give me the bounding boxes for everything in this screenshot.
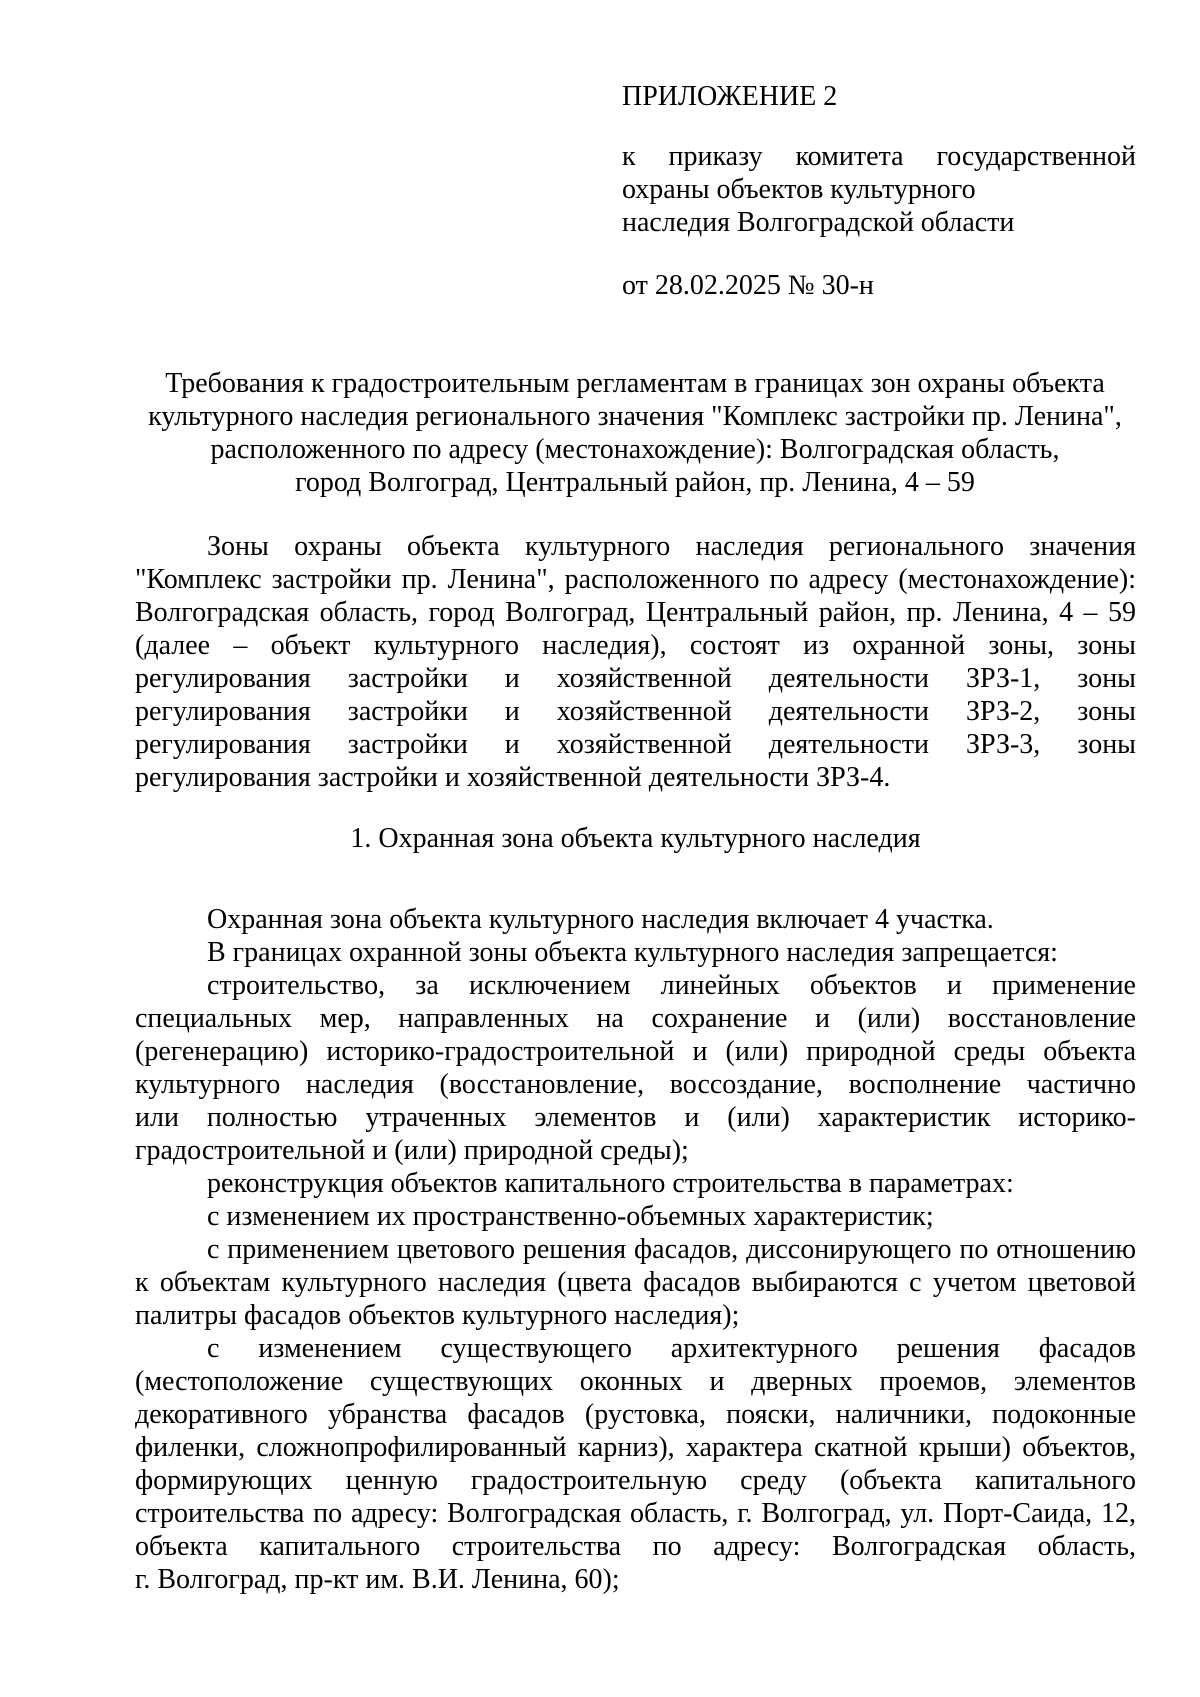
paragraph-line: культурного наследия (восстановление, воссоздание, восполнение частично — [135, 1069, 1136, 1100]
paragraph-line: регулирования застройки и хозяйственной деятельности ЗРЗ-4. — [135, 762, 891, 793]
paragraph-line: реконструкция объектов капитального строительства в параметрах: — [207, 1168, 1014, 1199]
paragraph-line: (местоположение существующих оконных и дверных проемов, элементов — [135, 1366, 1136, 1397]
appendix-reference — [622, 140, 1136, 239]
paragraph-line: специальных мер, направленных на сохранение и (или) восстановление — [135, 1003, 1136, 1034]
appendix-reference-line: наследия Волгоградской области — [622, 207, 1015, 238]
paragraph-line: регулирования застройки и хозяйственной деятельности ЗРЗ-2, зоны — [135, 696, 1136, 727]
appendix-reference-line: к приказу комитета государственной — [622, 141, 1136, 172]
paragraph-line: с применением цветового решения фасадов, диссонирующего по отношению — [207, 1234, 1136, 1265]
appendix-title: ПРИЛОЖЕНИЕ 2 — [622, 81, 838, 112]
paragraph-line: к объектам культурного наследия (цвета фасадов выбираются с учетом цветовой — [135, 1267, 1136, 1298]
paragraph-line: г. Волгоград, пр-кт им. В.И. Ленина, 60); — [135, 1564, 620, 1595]
paragraph-line: В границах охранной зоны объекта культурного наследия запрещается: — [207, 937, 1058, 968]
paragraph-line: Зоны охраны объекта культурного наследия регионального значения — [207, 531, 1136, 562]
paragraph-line: строительство, за исключением линейных объектов и применение — [207, 970, 1136, 1001]
section-body — [135, 903, 1136, 1596]
appendix-reference-line: охраны объектов культурного — [622, 174, 976, 205]
paragraph-line: палитры фасадов объектов культурного наследия); — [135, 1300, 740, 1331]
paragraph-line: строительства по адресу: Волгоградская область, г. Волгоград, ул. Порт-Саида, 12, — [135, 1498, 1136, 1529]
paragraph-line: Волгоградская область, город Волгоград, Центральный район, пр. Ленина, 4 – 59 — [135, 597, 1136, 628]
paragraph-line: объекта капитального строительства по адресу: Волгоградская область, — [135, 1531, 1136, 1562]
document-title-line: культурного наследия регионального значения "Комплекс застройки пр. Ленина", — [148, 401, 1122, 432]
paragraph-line: градостроительной и (или) природной среды); — [135, 1135, 689, 1166]
document-title-line: расположенного по адресу (местонахождение): Волгоградская область, — [210, 434, 1060, 465]
document-title-line: Требования к градостроительным регламентам в границах зон охраны объекта — [165, 368, 1105, 399]
paragraph-line: Охранная зона объекта культурного наследия включает 4 участка. — [207, 904, 994, 935]
paragraph-line: регулирования застройки и хозяйственной деятельности ЗРЗ-1, зоны — [135, 663, 1136, 694]
document-title — [135, 367, 1135, 499]
paragraph-line: (регенерацию) историко-градостроительной и (или) природной среды объекта — [135, 1036, 1136, 1067]
paragraph-line: (далее – объект культурного наследия), состоят из охранной зоны, зоны — [135, 630, 1136, 661]
paragraph-line: "Комплекс застройки пр. Ленина", расположенного по адресу (местонахождение): — [135, 564, 1136, 595]
paragraph-line: декоративного убранства фасадов (рустовка, пояски, наличники, подоконные — [135, 1399, 1136, 1430]
paragraph-line: или полностью утраченных элементов и (или) характеристик историко- — [135, 1102, 1136, 1133]
paragraph-line: с изменением существующего архитектурного решения фасадов — [207, 1333, 1136, 1364]
section-heading: 1. Охранная зона объекта культурного наследия — [350, 823, 921, 854]
paragraph-line: филенки, сложнопрофилированный карниз), характера скатной крыши) объектов, — [135, 1432, 1136, 1463]
appendix-date: от 28.02.2025 № 30-н — [622, 270, 874, 301]
paragraph-line: регулирования застройки и хозяйственной деятельности ЗРЗ-3, зоны — [135, 729, 1136, 760]
document-title-line: город Волгоград, Центральный район, пр. Ленина, 4 – 59 — [295, 467, 975, 498]
paragraph-line: с изменением их пространственно-объемных характеристик; — [207, 1201, 934, 1232]
intro-paragraph — [135, 530, 1136, 794]
paragraph-line: формирующих ценную градостроительную среду (объекта капитального — [135, 1465, 1136, 1496]
